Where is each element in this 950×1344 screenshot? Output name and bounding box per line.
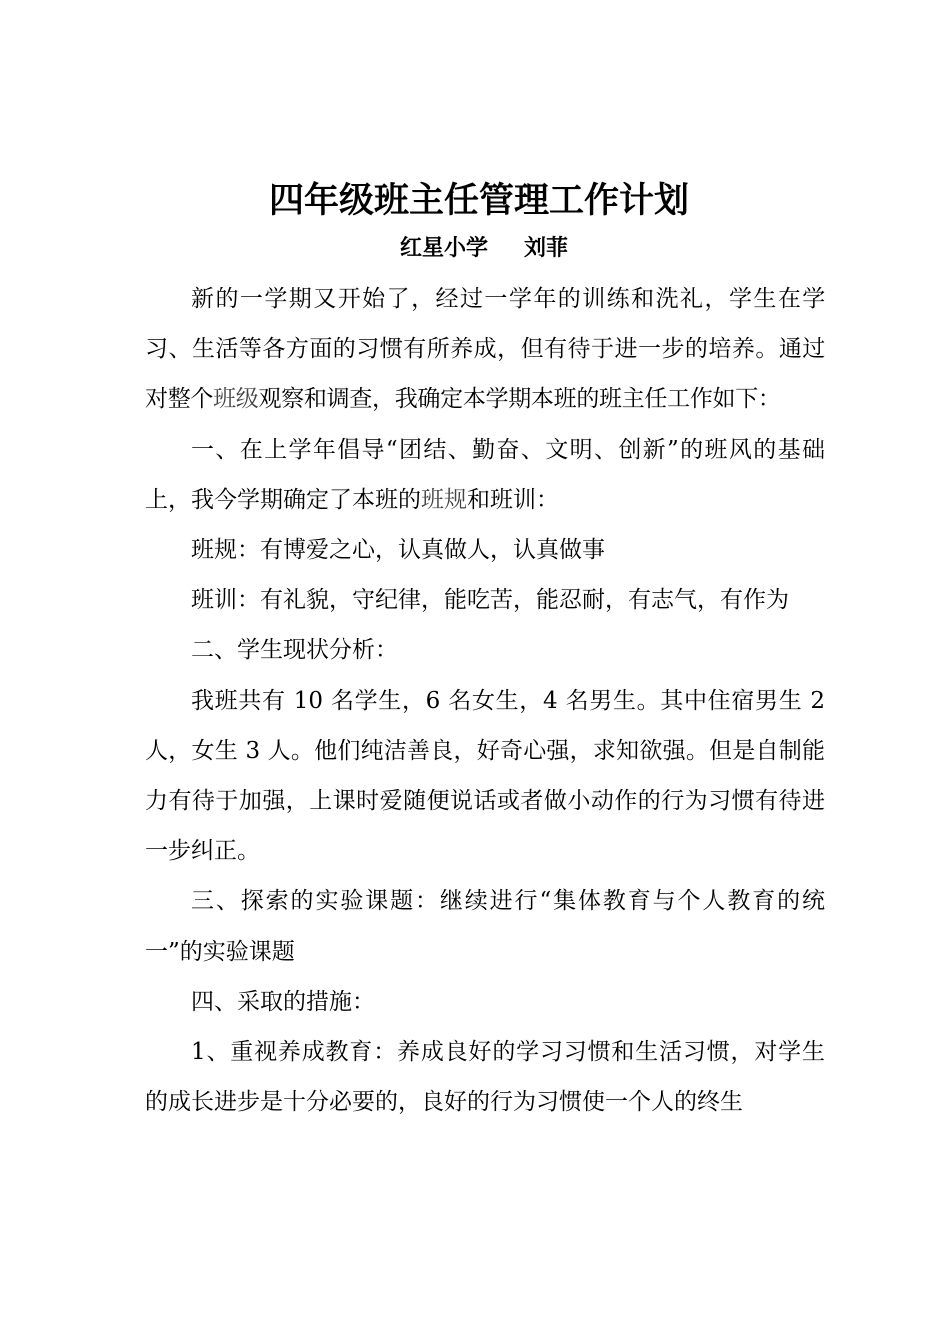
section-2-heading: 二、学生现状分析： <box>191 637 398 664</box>
intro-highlight: 班级 <box>213 386 259 413</box>
section-2-paragraph: 我班共有 10 名学生，6 名女生，4 名男生。其中住宿男生 2 人，女生 3 人。他们纯洁善良，好奇心强，求知欲强。但是自制能力有待于加强，上课时爱随便说话或者做小动作的行为习惯有待进一步纠正。 <box>145 687 825 865</box>
class-motto-paragraph: 班训：有礼貌，守纪律，能吃苦，能忍耐，有志气，有作为 <box>191 587 789 614</box>
document-title: 四年级班主任管理工作计划 <box>268 180 689 221</box>
class-rules-paragraph: 班规：有博爱之心，认真做人，认真做事 <box>191 537 605 564</box>
intro-text-start: 新的一学期又开始了，经过一学年的训练和洗礼，学生在学习、生活等各方面的习惯有所养成，但有待于进一步的培养。通过对整个 <box>145 286 825 413</box>
section-1-text-end: 和班训： <box>467 486 559 513</box>
measure-1-paragraph: 1、重视养成教育：养成良好的学习习惯和生活习惯，对学生的成长进步是十分必要的，良好的行为习惯使一个人的终生 <box>145 1039 825 1116</box>
section-3-paragraph: 三、探索的实验课题：继续进行“集体教育与个人教育的统一”的实验课题 <box>145 888 825 965</box>
school-name: 红星小学 <box>399 236 488 261</box>
section-1-text-start: 一、在上学年倡导“团结、勤奋、文明、创新”的班风的基础上，我今学期确定了本班的 <box>145 436 825 513</box>
byline <box>0 232 950 266</box>
intro-paragraph <box>145 274 825 425</box>
section-4-heading: 四、采取的措施： <box>191 988 375 1015</box>
intro-text-end: 观察和调查，我确定本学期本班的班主任工作如下： <box>258 386 781 413</box>
document-body <box>145 274 825 1127</box>
section-1-highlight: 班规 <box>421 486 467 513</box>
author-name: 刘菲 <box>524 236 569 261</box>
section-1-paragraph <box>145 425 825 525</box>
